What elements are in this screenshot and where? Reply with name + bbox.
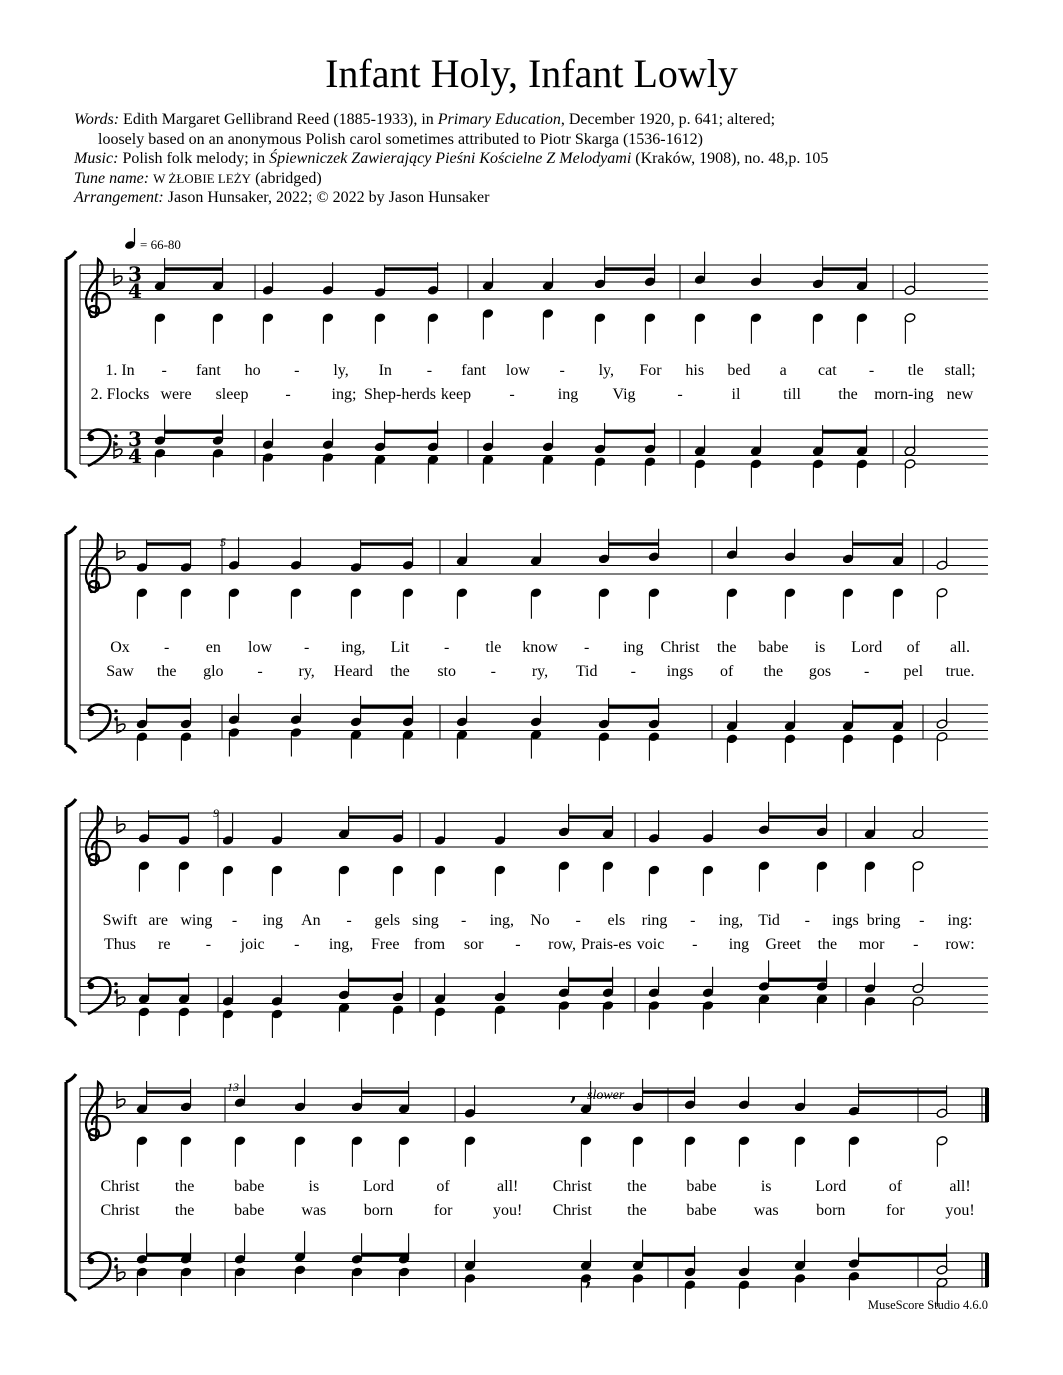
lyric-syllable: 1. In <box>105 362 135 379</box>
lyric-syllable: tle <box>485 639 502 656</box>
lyric-syllable: ing <box>623 639 644 656</box>
lyric-syllable: are <box>148 912 168 929</box>
treble-clef-icon <box>86 807 110 865</box>
lyric-syllable: Lord <box>815 1178 847 1195</box>
time-signature-top: 3 <box>128 262 142 286</box>
lyric-syllable: ing, <box>341 639 366 656</box>
lyric-syllable: - <box>690 912 696 929</box>
lyric-syllable: - <box>804 912 810 929</box>
lyric-syllable: know <box>522 639 558 656</box>
lyric-syllable: a <box>779 362 787 379</box>
lyric-syllable: ho <box>244 362 261 379</box>
arrangement-label: Arrangement: <box>74 189 164 206</box>
lyric-syllable: the <box>627 1178 647 1195</box>
music-details: (Kraków, 1908), no. 48,p. 105 <box>635 150 829 167</box>
lyric-syllable: for <box>433 1202 453 1219</box>
lyric-syllable: babe <box>758 639 789 656</box>
lyric-syllable: - <box>509 386 515 403</box>
page-title: Infant Holy, Infant Lowly <box>325 51 738 96</box>
lyric-syllable: - <box>913 936 919 953</box>
lyric-syllable: - <box>575 912 581 929</box>
system-2-bracket <box>66 526 80 753</box>
lyric-syllable: is <box>308 1178 320 1195</box>
lyric-syllable: sleep <box>215 386 249 403</box>
lyric-syllable: born <box>816 1202 846 1219</box>
lyric-syllable: - <box>164 639 170 656</box>
lyric-syllable: the <box>716 639 737 656</box>
system-4-bracket <box>66 1074 80 1301</box>
credit-words-line2: loosely based on an anonymous Polish carol sometimes attributed to Piotr Skarga (1536-1612) <box>98 130 703 148</box>
lyric-syllable: cat <box>818 362 837 379</box>
words-label: Words: <box>74 111 120 128</box>
lyric-syllable: joic <box>240 936 265 953</box>
lyric-syllable: glo <box>203 663 224 680</box>
lyric-syllable: stall; <box>944 362 976 379</box>
lyric-syllable: born <box>363 1202 394 1219</box>
lyric-syllable: all! <box>497 1178 519 1195</box>
lyric-syllable: 2. Flocks <box>90 386 150 403</box>
final-barline <box>985 1088 989 1122</box>
lyric-syllable: all. <box>950 639 970 656</box>
words-author: Edith Margaret Gellibrand Reed (1885-1933), in <box>123 111 434 128</box>
lyric-syllable: of <box>888 1178 903 1195</box>
lyric-syllable: low <box>505 362 530 379</box>
lyric-syllable: all! <box>949 1178 971 1195</box>
lyric-syllable: ry, <box>531 663 549 680</box>
music-publication: Śpiewniczek Zawierający Pieśni Kościelne Z Melodyami <box>269 150 632 167</box>
lyric-syllable: els <box>607 912 626 929</box>
lyric-syllable: babe <box>686 1202 717 1219</box>
lyric-syllable: ing, <box>489 912 515 929</box>
lyric-syllable: Christ <box>100 1178 140 1195</box>
lyric-syllable: - <box>294 362 300 379</box>
final-barline <box>985 1253 989 1287</box>
lyric-syllable: babe <box>234 1202 265 1219</box>
footer-software: MuseScore Studio 4.6.0 <box>867 1298 988 1312</box>
tune-note: (abridged) <box>255 169 322 187</box>
lyric-syllable: Thus <box>104 936 136 953</box>
music-label: Music: <box>74 150 119 167</box>
lyric-syllable: babe <box>686 1178 717 1195</box>
lyric-syllable: - <box>285 386 291 403</box>
words-details: , December 1920, p. 641; altered; <box>560 111 776 128</box>
lyric-syllable: of <box>906 639 920 656</box>
lyric-syllable: was <box>753 1202 779 1219</box>
lyric-syllable: from <box>413 936 446 953</box>
treble-clef-icon <box>86 259 110 317</box>
lyric-syllable: mor <box>858 936 885 953</box>
lyric-syllable: ing <box>262 912 283 929</box>
lyric-syllable: ly, <box>333 362 349 379</box>
lyric-syllable: row: <box>945 936 975 953</box>
words-publication: Primary Education <box>437 111 561 128</box>
lyric-syllable: - <box>868 362 875 379</box>
lyric-syllable: of <box>720 663 734 680</box>
lyric-syllable: ry, <box>298 663 315 680</box>
lyric-syllable: Swift <box>102 912 138 929</box>
lyric-syllable: you! <box>945 1202 975 1219</box>
lyric-syllable: ings <box>666 663 694 680</box>
lyric-syllable: new <box>946 386 974 403</box>
lyric-syllable: ings <box>832 912 859 929</box>
lyric-syllable: Christ <box>660 639 700 656</box>
lyric-syllable: the <box>156 663 177 680</box>
lyric-syllable: pel <box>903 663 924 680</box>
lyric-syllable: the <box>817 936 838 953</box>
lyric-syllable: ing <box>557 386 579 403</box>
lyric-syllable: - <box>559 362 565 379</box>
lyric-syllable: Christ <box>552 1178 592 1195</box>
lyric-syllable: Lord <box>851 639 883 656</box>
lyric-syllable: For <box>639 362 662 379</box>
lyric-syllable: gels <box>374 912 401 929</box>
lyric-syllable: - <box>294 936 300 953</box>
lyric-syllable: voic <box>636 936 665 953</box>
lyric-syllable: the <box>838 386 858 403</box>
lyric-syllable: - <box>919 912 925 929</box>
lyric-syllable: - <box>161 362 167 379</box>
lyric-syllable: ly, <box>598 362 615 379</box>
tempo-text: = 66-80 <box>140 237 181 252</box>
lyric-syllable: true. <box>945 663 975 680</box>
breath-mark-icon: , <box>570 1081 577 1105</box>
expression-slower: slower <box>587 1088 625 1103</box>
lyric-syllable: ing, <box>718 912 744 929</box>
lyric-syllable: - <box>692 936 698 953</box>
system-3-bracket <box>66 799 80 1026</box>
time-signature-bottom: 4 <box>128 444 142 468</box>
bass-staff-4 <box>80 1253 989 1289</box>
lyric-syllable: fant <box>461 362 487 379</box>
lyric-syllable: - <box>584 639 590 656</box>
notes-layer <box>136 252 948 1309</box>
lyric-syllable: ring <box>641 912 668 929</box>
tune-label: Tune name: <box>74 169 150 187</box>
bass-staff-3 <box>80 978 988 1014</box>
lyric-syllable: - <box>490 663 496 680</box>
lyric-syllable: is <box>814 639 826 656</box>
lyric-syllable: you! <box>493 1202 523 1219</box>
lyric-syllable: - <box>304 639 310 656</box>
time-signature-bottom: 4 <box>128 279 142 303</box>
lyric-syllable: wing <box>180 912 213 929</box>
lyric-syllable: - <box>426 362 433 379</box>
measure-number-9: 9 <box>213 806 219 820</box>
lyric-syllable: was <box>301 1202 327 1219</box>
lyric-syllable: the <box>390 663 410 680</box>
lyric-syllable: Tid <box>758 912 780 929</box>
lyric-syllable: the <box>627 1202 647 1219</box>
lyric-syllable: In <box>378 362 392 379</box>
lyric-syllable: row, <box>548 936 577 953</box>
lyric-syllable: Free <box>371 936 400 953</box>
lyric-syllable: Ox <box>110 639 130 656</box>
lyric-syllable: were <box>160 386 192 403</box>
lyric-syllable: is <box>760 1178 772 1195</box>
lyric-syllable: gos <box>808 663 832 680</box>
lyric-syllable: till <box>783 386 801 403</box>
lyric-syllable: - <box>231 912 238 929</box>
music-source: Polish folk melody; in <box>122 150 266 167</box>
lyric-syllable: - <box>205 936 212 953</box>
lyric-syllable: re <box>157 936 171 953</box>
system-1-bracket <box>66 251 80 478</box>
lyric-syllable: ing: <box>947 912 973 929</box>
lyric-syllable: for <box>886 1202 905 1219</box>
treble-clef-icon <box>86 1082 110 1140</box>
lyric-syllable: Christ <box>552 1202 592 1219</box>
lyric-syllable: sor <box>463 936 484 953</box>
lyric-syllable: ing, <box>328 936 354 953</box>
lyric-syllable: - <box>346 912 352 929</box>
lyric-syllable: - <box>257 663 263 680</box>
lyric-syllable: Greet <box>765 936 801 953</box>
lyric-syllable: An <box>301 912 321 929</box>
lyric-syllable: Heard <box>333 663 373 680</box>
lyric-syllable: tle <box>907 362 924 379</box>
lyric-syllable: the <box>763 663 784 680</box>
lyric-syllable: il <box>731 386 741 403</box>
lyric-syllable: bring <box>866 912 901 929</box>
lyric-syllable: sto <box>437 663 457 680</box>
lyric-syllable: ing; <box>331 386 357 403</box>
lyric-syllable: babe <box>234 1178 265 1195</box>
lyric-syllable: Lit <box>390 639 410 656</box>
lyric-syllable: - <box>515 936 521 953</box>
lyric-syllable: keep <box>440 386 472 403</box>
system-1-notes <box>154 252 916 488</box>
lyric-syllable: Lord <box>362 1178 395 1195</box>
lyric-syllable: ing <box>728 936 750 953</box>
lyric-syllable: morn-ing <box>874 386 934 403</box>
lyric-syllable: - <box>630 663 636 680</box>
tune-name: W ŻŁOBIE LEŻY <box>153 170 252 186</box>
lyric-syllable: sing <box>412 912 439 929</box>
measure-number-13: 13 <box>227 1080 239 1094</box>
lyric-syllable: en <box>205 639 221 656</box>
lyrics-layer <box>91 362 976 1219</box>
lyric-syllable: Prais-es <box>580 936 632 953</box>
lyric-syllable: his <box>685 362 705 379</box>
lyric-syllable: the <box>174 1178 195 1195</box>
lyric-syllable: the <box>174 1202 195 1219</box>
lyric-syllable: Shep-herds <box>364 386 436 403</box>
treble-clef-icon <box>86 534 110 592</box>
lyric-syllable: - <box>460 912 467 929</box>
lyric-syllable: No <box>530 912 550 929</box>
lyric-syllable: bed <box>727 362 751 379</box>
lyric-syllable: Vig <box>612 386 636 403</box>
lyric-syllable: Tid <box>575 663 598 680</box>
lyric-syllable: - <box>444 639 450 656</box>
lyric-syllable: fant <box>195 362 221 379</box>
measure-number-5: 5 <box>220 535 226 549</box>
breath-mark-icon: , <box>585 1266 592 1290</box>
lyric-syllable: - <box>864 663 870 680</box>
lyric-syllable: Saw <box>106 663 134 680</box>
lyric-syllable: of <box>436 1178 450 1195</box>
lyric-syllable: - <box>677 386 683 403</box>
arrangement-text: Jason Hunsaker, 2022; © 2022 by Jason Hunsaker <box>167 189 490 206</box>
tempo-marking <box>124 228 181 252</box>
lyric-syllable: low <box>248 639 272 656</box>
time-signature-top: 3 <box>128 427 142 451</box>
lyric-syllable: Christ <box>100 1202 140 1219</box>
